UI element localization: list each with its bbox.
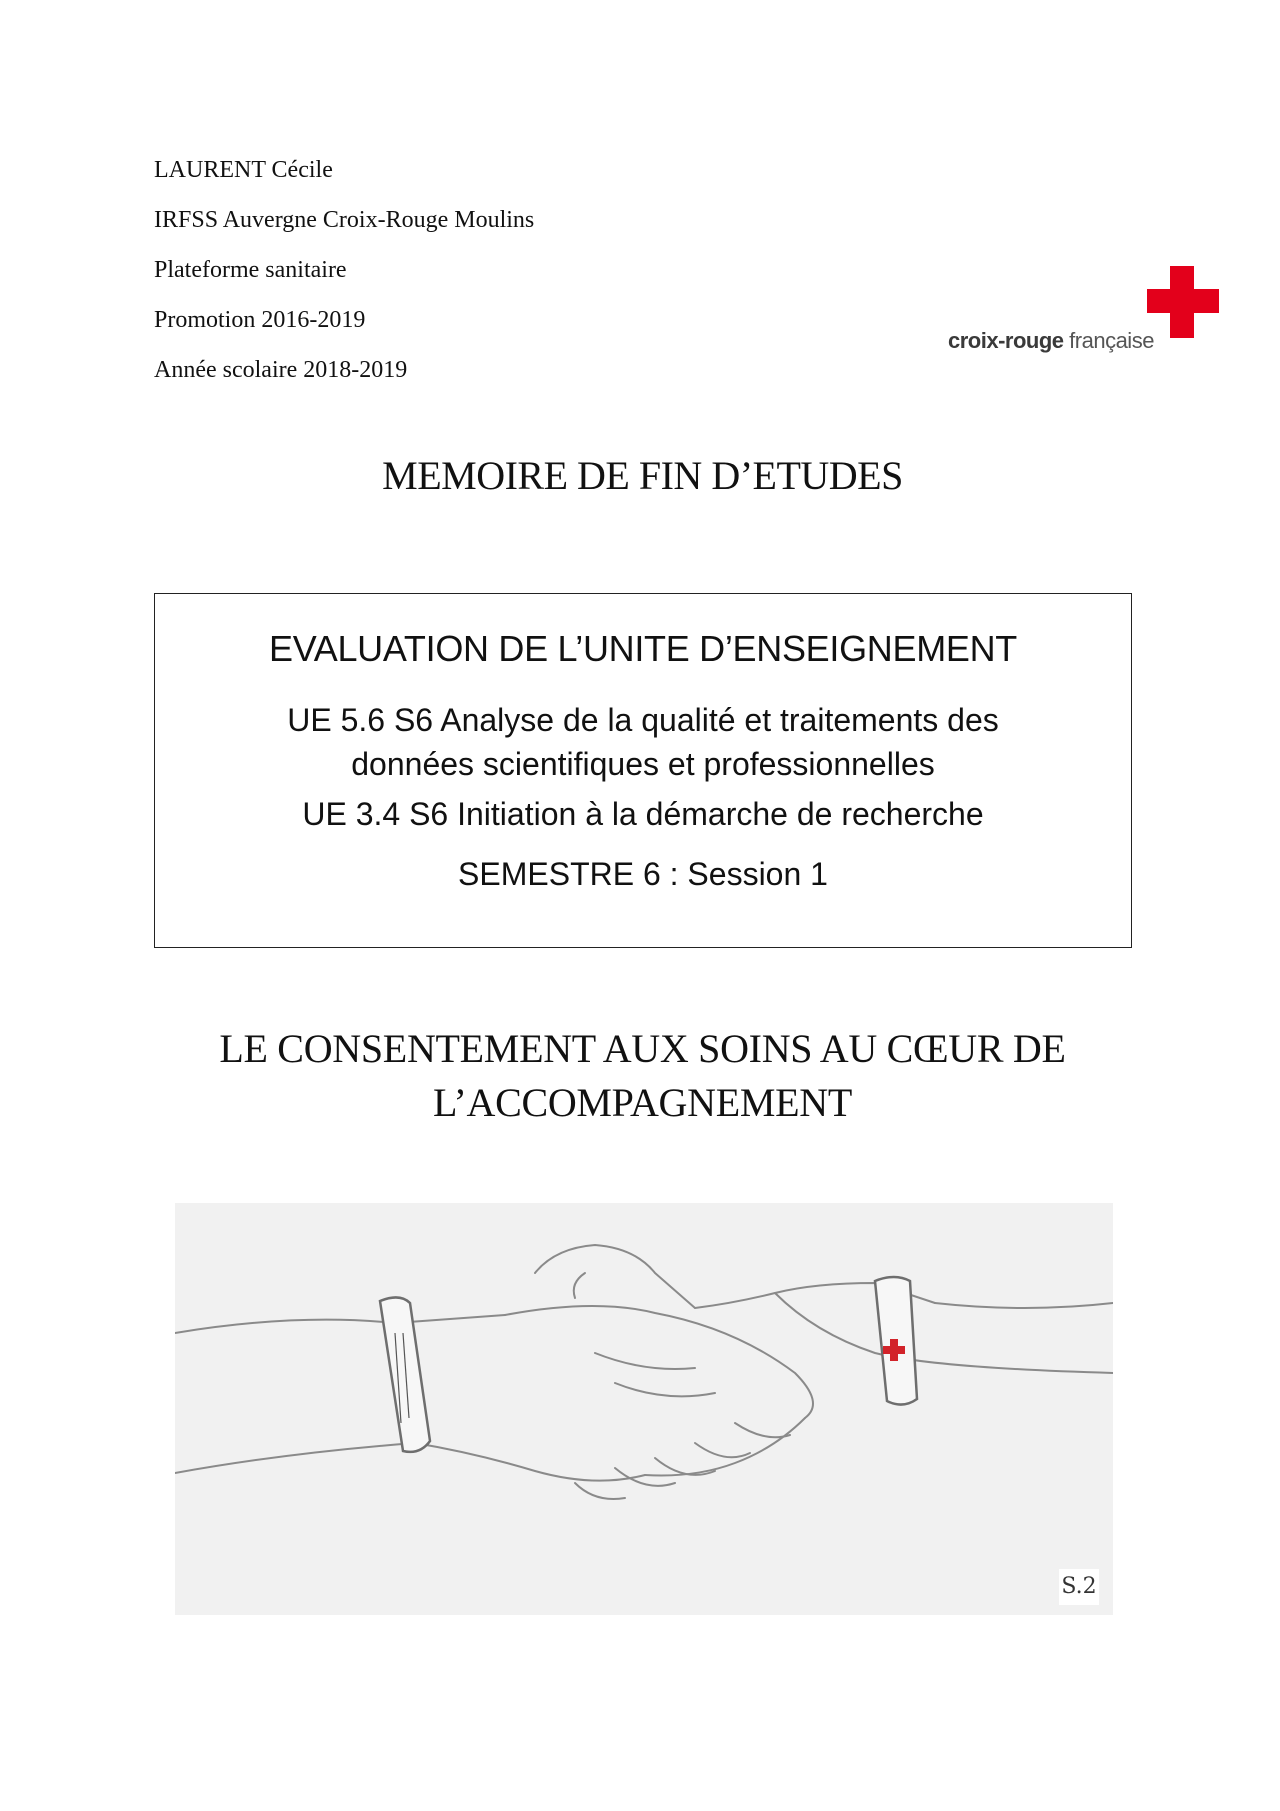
logo-wordmark <box>948 328 1154 354</box>
author-info <box>154 150 534 400</box>
author-institute: IRFSS Auvergne Croix-Rouge Moulins <box>154 207 535 233</box>
document-title: MEMOIRE DE FIN D’ETUDES <box>382 453 903 498</box>
evaluation-ue1-line1: UE 5.6 S6 Analyse de la qualité et traitements des <box>287 702 999 738</box>
evaluation-heading: EVALUATION DE L’UNITE D’ENSEIGNEMENT <box>269 628 1017 669</box>
subject-title <box>0 1022 1280 1130</box>
subject-line2: L’ACCOMPAGNEMENT <box>433 1080 852 1125</box>
evaluation-box <box>154 593 1132 948</box>
subject-line1: LE CONSENTEMENT AUX SOINS AU CŒUR DE <box>219 1026 1066 1071</box>
author-school-year: Année scolaire 2018-2019 <box>154 357 408 383</box>
evaluation-ue2: UE 3.4 S6 Initiation à la démarche de recherche <box>302 796 984 832</box>
evaluation-ue1-line2: données scientifiques et professionnelles <box>351 746 935 782</box>
handshake-drawing <box>175 1203 1113 1615</box>
author-platform: Plateforme sanitaire <box>154 257 347 283</box>
red-cross-icon-bar <box>1147 289 1219 313</box>
logo-text-bold: croix-rouge <box>948 328 1064 353</box>
logo-text-light: française <box>1069 328 1154 353</box>
author-promotion: Promotion 2016-2019 <box>154 307 366 333</box>
evaluation-semester: SEMESTRE 6 : Session 1 <box>458 856 828 892</box>
author-name: LAURENT Cécile <box>154 157 333 183</box>
evaluation-ue1 <box>155 698 1131 786</box>
handshake-illustration <box>175 1203 1113 1615</box>
artist-signature: S.2 <box>1059 1569 1099 1605</box>
